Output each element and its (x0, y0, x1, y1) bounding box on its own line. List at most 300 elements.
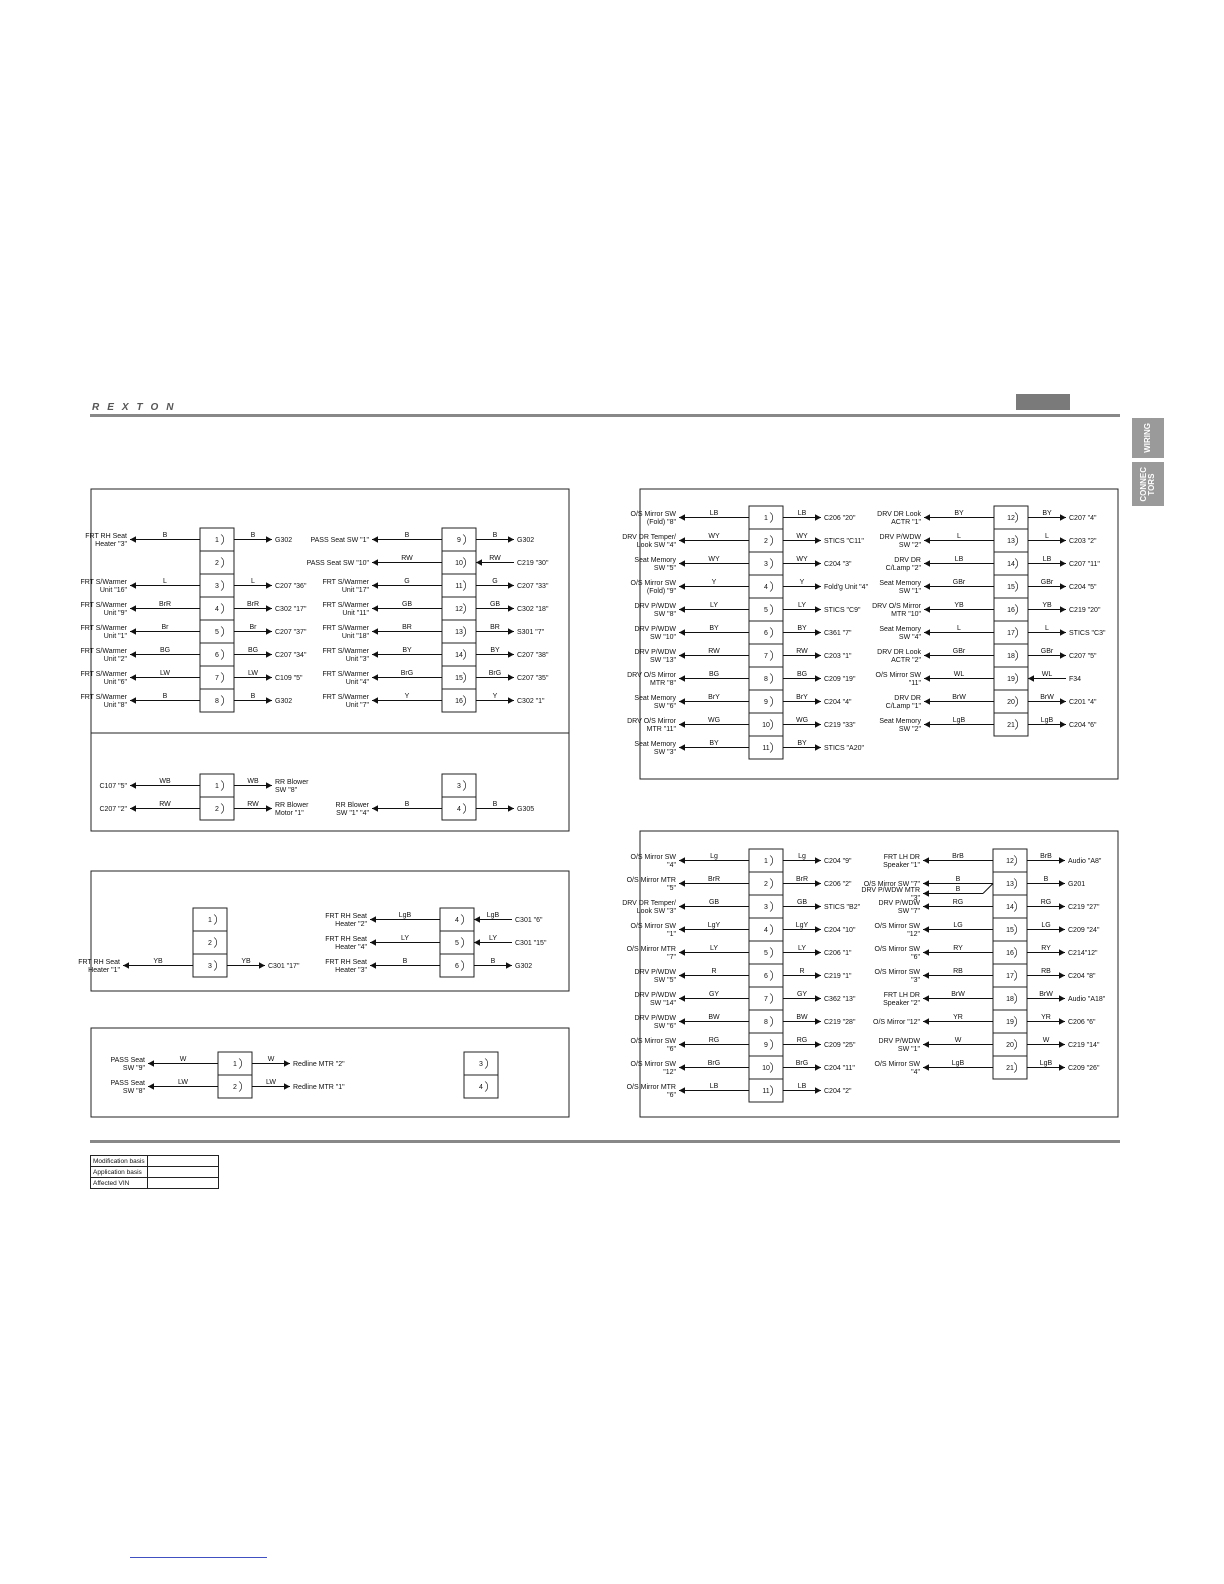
wire-color-right: BrG (488, 669, 502, 677)
pin-number: 11 (762, 744, 770, 752)
pin-number: 15 (1007, 583, 1015, 591)
wire-left-arrow (679, 1087, 685, 1093)
wire-right-arrow (815, 926, 821, 932)
wire-right-arrow (1059, 903, 1065, 909)
wire-color-left: BrR (158, 600, 172, 608)
wire-source-label: O/S Mirror MTR "6" (626, 1084, 676, 1099)
wire-source-label: PASS Seat SW "1" (310, 536, 369, 544)
wire-destination-label: C203 "1" (824, 652, 852, 660)
wire-source-label: FRT S/Warmer Unit "6" (80, 671, 127, 686)
wire-color-left: W (179, 1055, 187, 1063)
wire-source-label: O/S Mirror "12" (873, 1018, 920, 1026)
wire-right-arrow (266, 651, 272, 657)
pin-number: 4 (215, 605, 219, 613)
wire-destination-label: C219 "1" (824, 972, 852, 980)
wire-destination-label: Audio "A8" (1068, 857, 1102, 865)
pin-number: 9 (764, 698, 768, 706)
wire-color-right: LW (248, 669, 258, 677)
wire-branch-join (983, 884, 993, 894)
wire-destination-label: C204 "2" (824, 1087, 852, 1095)
wire-right-arrow (815, 583, 821, 589)
wire-color-left: BW (708, 1013, 720, 1021)
pin-number: 1 (215, 536, 219, 544)
wire-right-arrow (815, 995, 821, 1001)
wire-destination-label: C207 "5" (1069, 652, 1097, 660)
wire-source-label: FRT S/Warmer Unit "16" (80, 579, 127, 594)
wire-right-arrow (508, 536, 514, 542)
wire-left-arrow (924, 606, 930, 612)
pin-number: 19 (1007, 675, 1015, 683)
wire-right-arrow (508, 628, 514, 634)
wire-color-left: LgB (951, 1059, 965, 1067)
wire-right-arrow (815, 629, 821, 635)
wire-color-left: LG (953, 921, 963, 929)
pin-number: 2 (764, 537, 768, 545)
wire-color-left: BY (709, 739, 719, 747)
wire-right-arrow (815, 972, 821, 978)
pin-number: 2 (215, 559, 219, 567)
wire-destination-label: C207 "36" (275, 582, 307, 590)
wire-color-left: Y (711, 578, 717, 586)
wire-left-arrow (123, 962, 129, 968)
wire-destination-label: STICS "C9" (824, 606, 861, 614)
wire-right-arrow (1060, 560, 1066, 566)
wire-color-right: BrR (246, 600, 260, 608)
wire-left-arrow (130, 782, 136, 788)
wire-left-arrow (148, 1083, 154, 1089)
wire-branch-color: B (955, 885, 961, 893)
wire-right-arrow (1059, 857, 1065, 863)
wire-color-right: G (492, 577, 498, 585)
wire-left-arrow (923, 903, 929, 909)
wire-color-right: BR (490, 623, 500, 631)
wire-left-arrow (679, 652, 685, 658)
wire-color-left: YB (153, 957, 163, 965)
wire-left-arrow (679, 995, 685, 1001)
wire-left-arrow (372, 582, 378, 588)
pin-number: 9 (764, 1041, 768, 1049)
wire-color-right: B (1043, 875, 1049, 883)
pin-number: 19 (1006, 1018, 1014, 1026)
wire-color-left: LgY (707, 921, 721, 929)
wire-right-arrow (266, 782, 272, 788)
wire-destination-label: C207 "37" (275, 628, 307, 636)
pin-number: 1 (233, 1060, 237, 1068)
wire-right-arrow (815, 744, 821, 750)
wire-color-right: YR (1041, 1013, 1051, 1021)
wire-destination-label: C219 "28" (824, 1018, 856, 1026)
wire-destination-label: STICS "A20" (824, 744, 864, 752)
wire-left-arrow (130, 582, 136, 588)
wire-right-arrow (266, 805, 272, 811)
wire-source-label: PASS Seat SW "9" (110, 1057, 145, 1072)
wire-color-left: WL (953, 670, 965, 678)
wire-right-arrow (1059, 972, 1065, 978)
wire-destination-label: C206 "1" (824, 949, 852, 957)
wire-branch-arrow (923, 890, 929, 896)
wire-source-label: O/S Mirror MTR "7" (626, 946, 676, 961)
pin-number: 14 (455, 651, 463, 659)
wire-right-arrow (284, 1060, 290, 1066)
wire-source-label: DRV P/WDW SW "5" (634, 969, 676, 984)
table-cell-label: Affected VIN (91, 1178, 148, 1189)
wire-color-left: LY (709, 601, 719, 609)
wire-left-arrow (372, 651, 378, 657)
wire-destination-label: C219 "33" (824, 721, 856, 729)
wire-right-arrow (815, 903, 821, 909)
wire-left-arrow (370, 916, 376, 922)
wire-color-left: L (957, 532, 961, 540)
wire-color-right: YB (241, 957, 251, 965)
table-row (91, 1178, 219, 1189)
wire-source-label: Seat Memory SW "4" (879, 626, 921, 641)
wire-left-arrow (923, 1041, 929, 1047)
pin-number: 5 (764, 949, 768, 957)
wire-right-arrow (266, 674, 272, 680)
pin-number: 15 (455, 674, 463, 682)
pin-number: 20 (1007, 698, 1015, 706)
wire-color-left: YR (953, 1013, 963, 1021)
wire-color-left: B (404, 800, 410, 808)
panel-mid-left (91, 871, 569, 991)
wire-color-left: RG (952, 898, 964, 906)
pin-number: 16 (1007, 606, 1015, 614)
wire-color-right: B (492, 531, 498, 539)
wire-destination-label: C219 "30" (517, 559, 549, 567)
pin-number: 3 (479, 1060, 483, 1068)
wire-right-arrow (815, 514, 821, 520)
wire-left-arrow (679, 560, 685, 566)
wire-left-arrow (372, 559, 378, 565)
pin-number: 8 (764, 1018, 768, 1026)
wire-source-label: FRT S/Warmer Unit "1" (80, 625, 127, 640)
wire-left-arrow (372, 628, 378, 634)
wire-destination-label: C214"12" (1068, 949, 1098, 957)
wire-source-label: Seat Memory SW "6" (634, 695, 676, 710)
wire-destination-label: C207 "34" (275, 651, 307, 659)
wire-source-label: DRV DR Look ACTR "2" (877, 649, 921, 664)
wire-source-label: FRT S/Warmer Unit "18" (322, 625, 369, 640)
wire-left-arrow (370, 962, 376, 968)
wire-color-left: BY (402, 646, 412, 654)
wire-destination-label: G302 (517, 536, 535, 544)
wire-right-arrow (815, 1064, 821, 1070)
wire-right-arrow (815, 560, 821, 566)
wire-right-arrow (815, 949, 821, 955)
wire-color-right: LY (797, 601, 807, 609)
wire-right-arrow (508, 805, 514, 811)
wire-left-arrow (372, 805, 378, 811)
wire-source-label: DRV O/S Mirror MTR "8" (627, 672, 676, 687)
wire-color-left: WY (708, 555, 720, 563)
wire-source-label: RR Blower SW "1" "4" (335, 802, 369, 817)
wire-color-right: WY (796, 532, 808, 540)
pin-number: 4 (457, 805, 461, 813)
wire-right-arrow (1060, 721, 1066, 727)
wire-color-left: GB (708, 898, 720, 906)
wire-left-arrow (148, 1060, 154, 1066)
wire-left-arrow (923, 1018, 929, 1024)
wire-right-arrow (815, 652, 821, 658)
wire-left-arrow (130, 697, 136, 703)
wire-destination-label: Fold'g Unit "4" (824, 583, 869, 591)
wire-right-arrow (815, 880, 821, 886)
wire-color-left: RW (401, 554, 413, 562)
wire-right-arrow (508, 697, 514, 703)
wire-source-label: DRV DR C/Lamp "1" (885, 695, 921, 710)
wire-color-right: RW (489, 554, 501, 562)
wire-color-right: LgY (795, 921, 809, 929)
wire-left-arrow (924, 698, 930, 704)
wire-right-arrow (1059, 1064, 1065, 1070)
wire-color-right: BrW (1039, 990, 1053, 998)
pin-number: 4 (455, 916, 459, 924)
wire-color-right: BY (797, 739, 807, 747)
wire-destination-label: C209 "25" (824, 1041, 856, 1049)
wire-source-label: DRV O/S Mirror MTR "11" (627, 718, 676, 733)
wire-source-label: FRT S/Warmer Unit "2" (80, 648, 127, 663)
wire-source-label: O/S Mirror SW "7" (863, 880, 920, 888)
wire-left-arrow (679, 1041, 685, 1047)
header-tab (1016, 394, 1070, 410)
wire-source-label: O/S Mirror SW "12" (630, 1061, 676, 1076)
wire-left-arrow (923, 1064, 929, 1070)
pin-number: 13 (1007, 537, 1015, 545)
pin-number: 11 (455, 582, 463, 590)
wire-left-arrow (679, 721, 685, 727)
wire-color-right: GB (796, 898, 808, 906)
wire-color-right: BG (247, 646, 259, 654)
pin-number: 9 (457, 536, 461, 544)
wire-color-right: RG (796, 1036, 808, 1044)
wire-left-arrow (679, 675, 685, 681)
wire-left-arrow (679, 537, 685, 543)
wire-color-right: YB (1042, 601, 1052, 609)
wire-color-left: RB (953, 967, 963, 975)
wire-color-left: LgB (952, 716, 966, 724)
pin-number: 5 (455, 939, 459, 947)
pin-number: 18 (1006, 995, 1014, 1003)
wire-right-arrow (1060, 583, 1066, 589)
pin-number: 7 (764, 652, 768, 660)
wire-left-arrow (924, 583, 930, 589)
wire-left-arrow (372, 674, 378, 680)
wire-right-arrow (1059, 995, 1065, 1001)
wire-source-label: PASS Seat SW "8" (110, 1080, 145, 1095)
pin-number: 20 (1006, 1041, 1014, 1049)
wire-source-label: O/S Mirror SW "4" (874, 1061, 920, 1076)
pin-number: 2 (233, 1083, 237, 1091)
wire-source-label: DRV DR Temper/ Look SW "3" (622, 900, 676, 915)
wire-color-right: W (1042, 1036, 1050, 1044)
wire-right-arrow (815, 1018, 821, 1024)
wire-color-right: Y (799, 578, 805, 586)
wire-color-right: RG (1040, 898, 1052, 906)
wire-destination-label: C204 "9" (824, 857, 852, 865)
wire-right-arrow (1028, 675, 1034, 681)
wire-color-left: L (957, 624, 961, 632)
wire-color-left: WG (707, 716, 721, 724)
wire-left-arrow (924, 675, 930, 681)
wire-color-right: WL (1041, 670, 1053, 678)
brand-logo: REXTON (92, 402, 182, 413)
wire-color-right: BrR (795, 875, 809, 883)
wire-source-label: DRV P/WDW SW "2" (879, 534, 921, 549)
wire-right-arrow (815, 721, 821, 727)
wire-source-label: O/S Mirror SW "6" (630, 1038, 676, 1053)
wire-right-arrow (1060, 537, 1066, 543)
pin-number: 2 (764, 880, 768, 888)
wire-color-right: LgB (1039, 1059, 1053, 1067)
diagram-layer (78, 506, 1106, 1102)
wire-left-arrow (679, 514, 685, 520)
pin-number: 17 (1006, 972, 1014, 980)
footer-rule (90, 1140, 1120, 1143)
wire-left-arrow (679, 629, 685, 635)
pin-number: 5 (215, 628, 219, 636)
footer-link-underline (130, 1557, 267, 1558)
wire-right-arrow (284, 1083, 290, 1089)
wire-left-arrow (679, 1064, 685, 1070)
wire-right-arrow (815, 675, 821, 681)
wire-source-label: DRV P/WDW SW "1" (878, 1038, 920, 1053)
wire-color-right: BY (797, 624, 807, 632)
wire-left-arrow (923, 972, 929, 978)
wire-left-arrow (130, 605, 136, 611)
wire-color-left: GBr (952, 647, 966, 655)
wire-source-label: DRV P/WDW SW "13" (634, 649, 676, 664)
wire-source-label: FRT S/Warmer Unit "8" (80, 694, 127, 709)
wire-right-arrow (266, 605, 272, 611)
wire-color-left: G (404, 577, 410, 585)
wire-destination-label: STICS "C11" (824, 537, 864, 545)
wire-color-left: RG (708, 1036, 720, 1044)
wire-destination-label: C219 "14" (1068, 1041, 1100, 1049)
wire-right-arrow (259, 962, 265, 968)
pin-number: 17 (1007, 629, 1015, 637)
modification-table (90, 1155, 219, 1189)
wire-color-left: RY (953, 944, 963, 952)
wire-destination-label: F34 (1069, 675, 1082, 683)
pin-number: 12 (455, 605, 463, 613)
wire-color-right: WY (796, 555, 808, 563)
wire-destination-label: C219 "20" (1069, 606, 1101, 614)
wire-source-label: O/S Mirror SW "6" (874, 946, 920, 961)
wire-color-right: L (1045, 532, 1049, 540)
wire-color-right: BrG (795, 1059, 809, 1067)
wire-destination-label: C204 "6" (1069, 721, 1097, 729)
wire-destination-label: C204 "3" (824, 560, 852, 568)
wire-color-left: GY (708, 990, 720, 998)
wire-color-right: R (799, 967, 805, 975)
wire-source-label: Seat Memory SW "1" (879, 580, 921, 595)
pin-number: 8 (215, 697, 219, 705)
wire-left-arrow (924, 514, 930, 520)
wire-destination-label: RR Blower Motor "1" (275, 802, 309, 817)
wire-destination-label: C206 "20" (824, 514, 856, 522)
wire-left-arrow (679, 1018, 685, 1024)
wire-destination-label: C206 "2" (824, 880, 852, 888)
wire-destination-label: C301 "15" (515, 939, 547, 947)
wire-color-right: LgB (1040, 716, 1054, 724)
wire-right-arrow (474, 939, 480, 945)
wire-destination-label: C302 "17" (275, 605, 307, 613)
wire-color-right: LB (797, 1082, 807, 1090)
pin-number: 10 (762, 721, 770, 729)
wire-right-arrow (474, 916, 480, 922)
wire-destination-label: S301 "7" (517, 628, 545, 636)
pin-number: 21 (1006, 1064, 1014, 1072)
wire-destination-label: C204 "4" (824, 698, 852, 706)
wire-color-left: LB (954, 555, 964, 563)
wire-destination-label: C207 "4" (1069, 514, 1097, 522)
wire-left-arrow (923, 880, 929, 886)
pin-number: 3 (764, 903, 768, 911)
wire-color-right: BG (796, 670, 808, 678)
wire-right-arrow (508, 651, 514, 657)
wire-color-right: LG (1041, 921, 1051, 929)
wire-left-arrow (679, 949, 685, 955)
wire-source-label: DRV DR Temper/ Look SW "4" (622, 534, 676, 549)
wire-left-arrow (679, 880, 685, 886)
pin-number: 14 (1006, 903, 1014, 911)
wire-destination-label: C209 "24" (1068, 926, 1100, 934)
wire-destination-label: C361 "7" (824, 629, 852, 637)
wire-destination-label: Audio "A18" (1068, 995, 1106, 1003)
wire-color-left: RW (708, 647, 720, 655)
wire-destination-label: C302 "1" (517, 697, 545, 705)
wire-left-arrow (923, 949, 929, 955)
pin-number: 2 (208, 939, 212, 947)
table-cell-label: Application basis (91, 1167, 148, 1178)
wire-color-left: LY (400, 934, 410, 942)
wire-left-arrow (130, 651, 136, 657)
wire-left-arrow (130, 805, 136, 811)
wire-source-label: FRT S/Warmer Unit "7" (322, 694, 369, 709)
wire-color-left: B (955, 875, 961, 883)
wire-destination-label: C204 "10" (824, 926, 856, 934)
wire-color-right: RY (1041, 944, 1051, 952)
wire-right-arrow (1059, 1018, 1065, 1024)
wire-color-right: B (490, 957, 496, 965)
wire-destination-label: C207 "11" (1069, 560, 1100, 568)
wire-left-arrow (372, 697, 378, 703)
wire-color-right: BrB (1040, 852, 1052, 860)
wire-color-left: BrW (951, 990, 965, 998)
side-tab-connectors[interactable] (1132, 462, 1164, 506)
wire-right-arrow (266, 628, 272, 634)
wire-destination-label: STICS "C3" (1069, 629, 1106, 637)
wire-left-arrow (924, 537, 930, 543)
wire-color-left: R (711, 967, 717, 975)
wire-color-right: GBr (1040, 578, 1054, 586)
wire-left-arrow (924, 560, 930, 566)
wire-destination-label: Redline MTR "2" (293, 1060, 345, 1068)
wire-left-arrow (679, 857, 685, 863)
wire-source-label: FRT S/Warmer Unit "11" (322, 602, 369, 617)
wire-color-right: L (251, 577, 255, 585)
pin-number: 8 (764, 675, 768, 683)
wire-left-arrow (130, 674, 136, 680)
wire-color-left: LgB (398, 911, 412, 919)
pin-number: 12 (1007, 514, 1015, 522)
wire-left-arrow (924, 721, 930, 727)
wire-left-arrow (924, 652, 930, 658)
pin-number: 10 (455, 559, 463, 567)
side-tab-wiring[interactable] (1132, 418, 1164, 458)
wire-left-arrow (372, 605, 378, 611)
wire-right-arrow (266, 536, 272, 542)
